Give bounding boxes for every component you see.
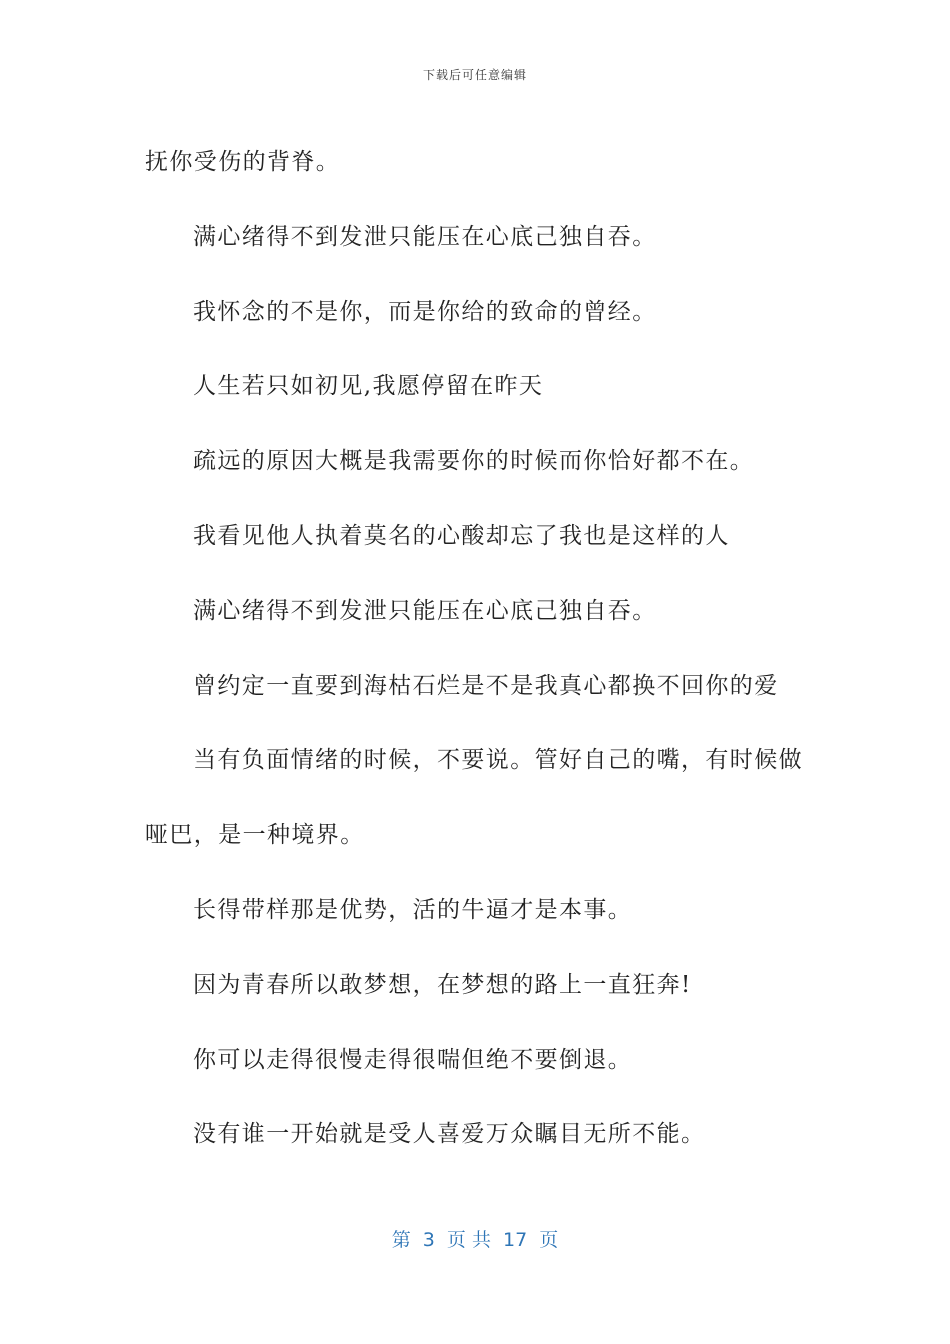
paragraph: 疏远的原因大概是我需要你的时候而你恰好都不在。 [193, 448, 755, 475]
paragraph: 曾约定一直要到海枯石烂是不是我真心都换不回你的爱 [193, 672, 779, 699]
document-body [145, 125, 805, 1172]
paragraph: 当有负面情绪的时候，不要说。管好自己的嘴，有时候做哑巴，是一种境界。 [145, 747, 803, 849]
paragraph: 因为青春所以敢梦想，在梦想的路上一直狂奔! [193, 971, 692, 998]
paragraph: 人生若只如初见,我愿停留在昨天 [193, 373, 544, 400]
paragraph: 我看见他人执着莫名的心酸却忘了我也是这样的人 [193, 522, 730, 549]
page-number-footer: 第 3 页 共 17 页 [391, 1229, 559, 1251]
paragraph: 满心绪得不到发泄只能压在心底己独自吞。 [193, 223, 657, 250]
paragraph: 没有谁一开始就是受人喜爱万众瞩目无所不能。 [193, 1121, 706, 1148]
paragraph: 长得带样那是优势，活的牛逼才是本事。 [193, 896, 633, 923]
paragraph: 你可以走得很慢走得很喘但绝不要倒退。 [193, 1046, 633, 1073]
paragraph: 满心绪得不到发泄只能压在心底己独自吞。 [193, 597, 657, 624]
paragraph: 我怀念的不是你，而是你给的致命的曾经。 [193, 298, 657, 325]
paragraph: 抚你受伤的背脊。 [145, 149, 341, 175]
page-header: 下载后可任意编辑 [422, 68, 527, 82]
